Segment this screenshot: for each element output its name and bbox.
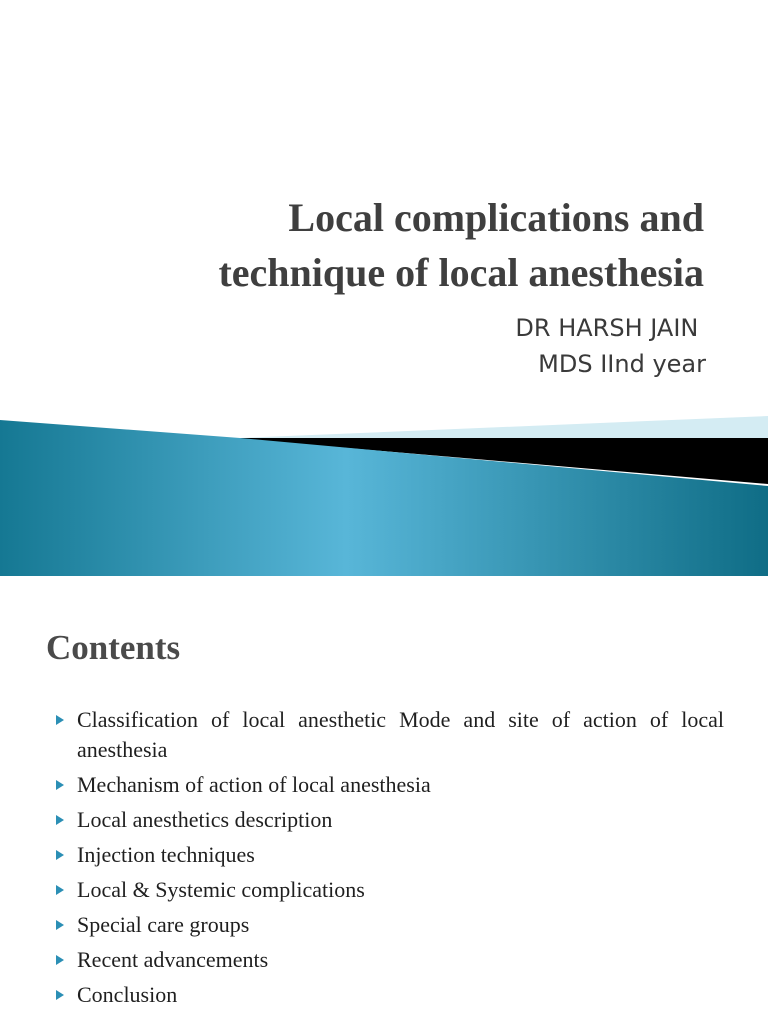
- triangle-right-bullet-icon: [56, 850, 64, 860]
- contents-list: [52, 705, 724, 1015]
- triangle-right-bullet-icon: [56, 780, 64, 790]
- list-item: [52, 980, 724, 1010]
- list-item-text: Local anesthetics description: [77, 807, 333, 832]
- title-line-2: technique of local anesthesia: [218, 250, 704, 295]
- list-item-text: Conclusion: [77, 982, 178, 1007]
- contents-slide: [0, 600, 768, 1024]
- presenter-name: DR HARSH JAIN: [515, 314, 706, 342]
- list-item-text: Classification of local anesthetic Mode and site of action of local anesthesia: [77, 707, 724, 762]
- list-item-text: Local & Systemic complications: [77, 877, 365, 902]
- list-item: [52, 840, 724, 870]
- list-item: [52, 805, 724, 835]
- presenter-designation: MDS IInd year: [538, 350, 706, 378]
- triangle-right-bullet-icon: [56, 990, 64, 1000]
- triangle-right-bullet-icon: [56, 885, 64, 895]
- contents-heading: Contents: [46, 628, 181, 667]
- triangle-right-bullet-icon: [56, 815, 64, 825]
- decorative-banner: [0, 410, 768, 580]
- list-item-text: Special care groups: [77, 912, 250, 937]
- list-item-text: Recent advancements: [77, 947, 269, 972]
- triangle-right-bullet-icon: [56, 955, 64, 965]
- slide-title: [64, 190, 704, 300]
- list-item: [52, 910, 724, 940]
- slide-subtitle: [206, 310, 706, 382]
- list-item: [52, 770, 724, 800]
- triangle-right-bullet-icon: [56, 715, 64, 725]
- list-item-text: Injection techniques: [77, 842, 255, 867]
- title-line-1: Local complications and: [288, 195, 704, 240]
- list-item: [52, 705, 724, 765]
- list-item: [52, 875, 724, 905]
- triangle-right-bullet-icon: [56, 920, 64, 930]
- list-item-text: Mechanism of action of local anesthesia: [77, 772, 431, 797]
- list-item: [52, 945, 724, 975]
- banner-pale-stripe: [240, 416, 768, 440]
